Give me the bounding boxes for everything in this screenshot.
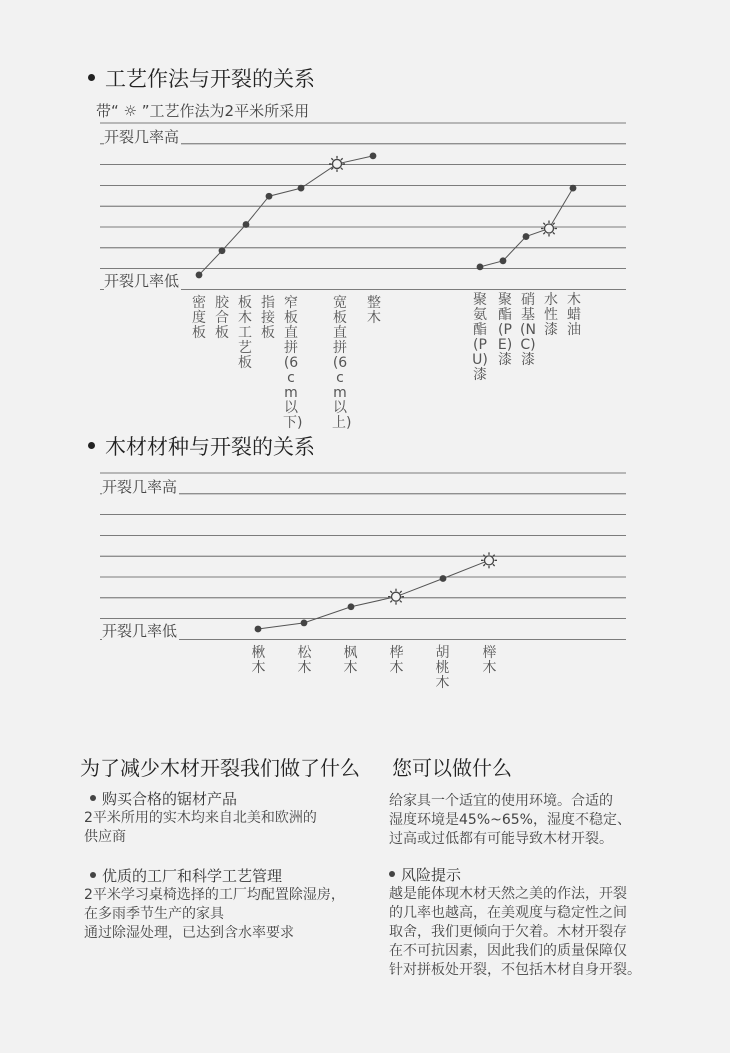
chart1-cat-label: 聚氨酯(PU)漆 — [472, 292, 488, 383]
chart1-cat-label: 指接板 — [261, 295, 275, 341]
right-item-2-line: 越是能体现木材天然之美的作法，开裂 — [389, 886, 627, 902]
chart1-axis-high: 开裂几率高 — [104, 128, 180, 146]
bullet-dot — [88, 442, 95, 449]
bullet-dot — [90, 795, 96, 801]
right-item-2-title: 风险提示 — [401, 866, 462, 884]
chart1-point — [196, 272, 203, 279]
right-item-1-line: 给家具一个适宜的使用环境。合适的 — [389, 793, 613, 809]
chart1-cat-label: 硝基(NC)漆 — [520, 292, 536, 368]
right-item-1-line: 湿度环境是45%~65%，湿度不稳定、 — [389, 812, 631, 828]
right-item-2-line: 取舍，我们更倾向于欠着。木材开裂存 — [389, 924, 627, 940]
right-item-2-line: 在不可抗因素，因此我们的质量保障仅 — [389, 943, 627, 959]
chart2-cat-label: 榉木 — [482, 645, 497, 676]
chart2-point — [301, 620, 308, 627]
right-item-2-line: 的几率也越高，在美观度与稳定性之间 — [389, 905, 627, 921]
right-item-1 — [389, 792, 631, 849]
left-heading: 为了减少木材开裂我们做了什么 — [80, 756, 360, 780]
chart1-cat-label: 整木 — [367, 295, 381, 326]
chart1-series-line — [199, 156, 373, 275]
right-item-2 — [383, 866, 641, 980]
left-item-2-line: 在多雨季节生产的家具 — [84, 906, 224, 922]
chart1-point — [298, 185, 305, 192]
chart1-point — [370, 152, 377, 159]
chart2-cat-label: 桦木 — [389, 645, 404, 676]
chart1-cat-label: 窄板直拼(6cm以下) — [283, 295, 303, 431]
chart2-point — [440, 575, 447, 582]
sun-marker — [388, 589, 404, 605]
section2-title — [88, 431, 315, 461]
left-item-2-line: 通过除湿处理，已达到含水率要求 — [84, 925, 294, 941]
chart2-cat-label: 楸木 — [251, 645, 266, 676]
chart1-cat-label: 宽板直拼(6cm以上) — [332, 295, 352, 431]
chart1-cat-label: 聚酯(PE)漆 — [497, 292, 513, 368]
chart1-cat-label: 板木工艺板 — [238, 295, 252, 371]
section2-title-text: 木材材种与开裂的关系 — [105, 435, 315, 459]
right-item-2-line: 针对拼板处开裂，不包括木材自身开裂。 — [389, 962, 641, 978]
left-item-2 — [84, 867, 345, 943]
chart2-point — [255, 626, 262, 633]
left-item-1 — [84, 790, 317, 847]
chart1-point — [219, 247, 226, 254]
sun-marker — [329, 156, 345, 172]
chart2-cat-label: 松木 — [297, 645, 312, 676]
chart1-cat-label: 密度板 — [192, 295, 206, 341]
bullet-dot — [389, 871, 395, 877]
sun-marker — [481, 552, 497, 568]
chart2-axis-high: 开裂几率高 — [102, 478, 178, 496]
right-heading: 您可以做什么 — [392, 756, 512, 780]
section1-title-text: 工艺作法与开裂的关系 — [105, 67, 315, 91]
chart2-point — [348, 603, 355, 610]
chart2-axis-low: 开裂几率低 — [102, 622, 178, 640]
chart1-point — [477, 263, 484, 270]
left-item-1-line: 2平米所用的实木均来自北美和欧洲的 — [84, 810, 317, 826]
right-item-1-line: 过高或过低都有可能导致木材开裂。 — [389, 831, 613, 847]
chart1-point — [570, 185, 577, 192]
chart1-point — [523, 233, 530, 240]
left-item-2-line: 2平米学习桌椅选择的工厂均配置除湿房， — [84, 887, 345, 903]
chart1-point — [500, 257, 507, 264]
chart2-cat-label: 胡桃木 — [435, 645, 450, 691]
left-item-2-title: 优质的工厂和科学工艺管理 — [102, 867, 283, 885]
chart1-cat-label: 水性漆 — [544, 292, 558, 338]
left-item-1-title: 购买合格的锯材产品 — [102, 790, 238, 808]
chart1-axis-low: 开裂几率低 — [104, 272, 180, 290]
chart1-series-line — [480, 188, 573, 267]
sun-marker — [541, 221, 557, 237]
bullet-dot — [90, 872, 96, 878]
chart1-cat-label: 木蜡油 — [567, 292, 581, 338]
chart1-point — [266, 193, 273, 200]
left-item-1-line: 供应商 — [84, 829, 126, 845]
chart1-cat-label: 胶合板 — [215, 295, 229, 341]
chart1-point — [243, 221, 250, 228]
legend-note: 带“ ☼ ”工艺作法为2平米所采用 — [96, 102, 310, 120]
chart2-cat-label: 枫木 — [343, 645, 358, 676]
